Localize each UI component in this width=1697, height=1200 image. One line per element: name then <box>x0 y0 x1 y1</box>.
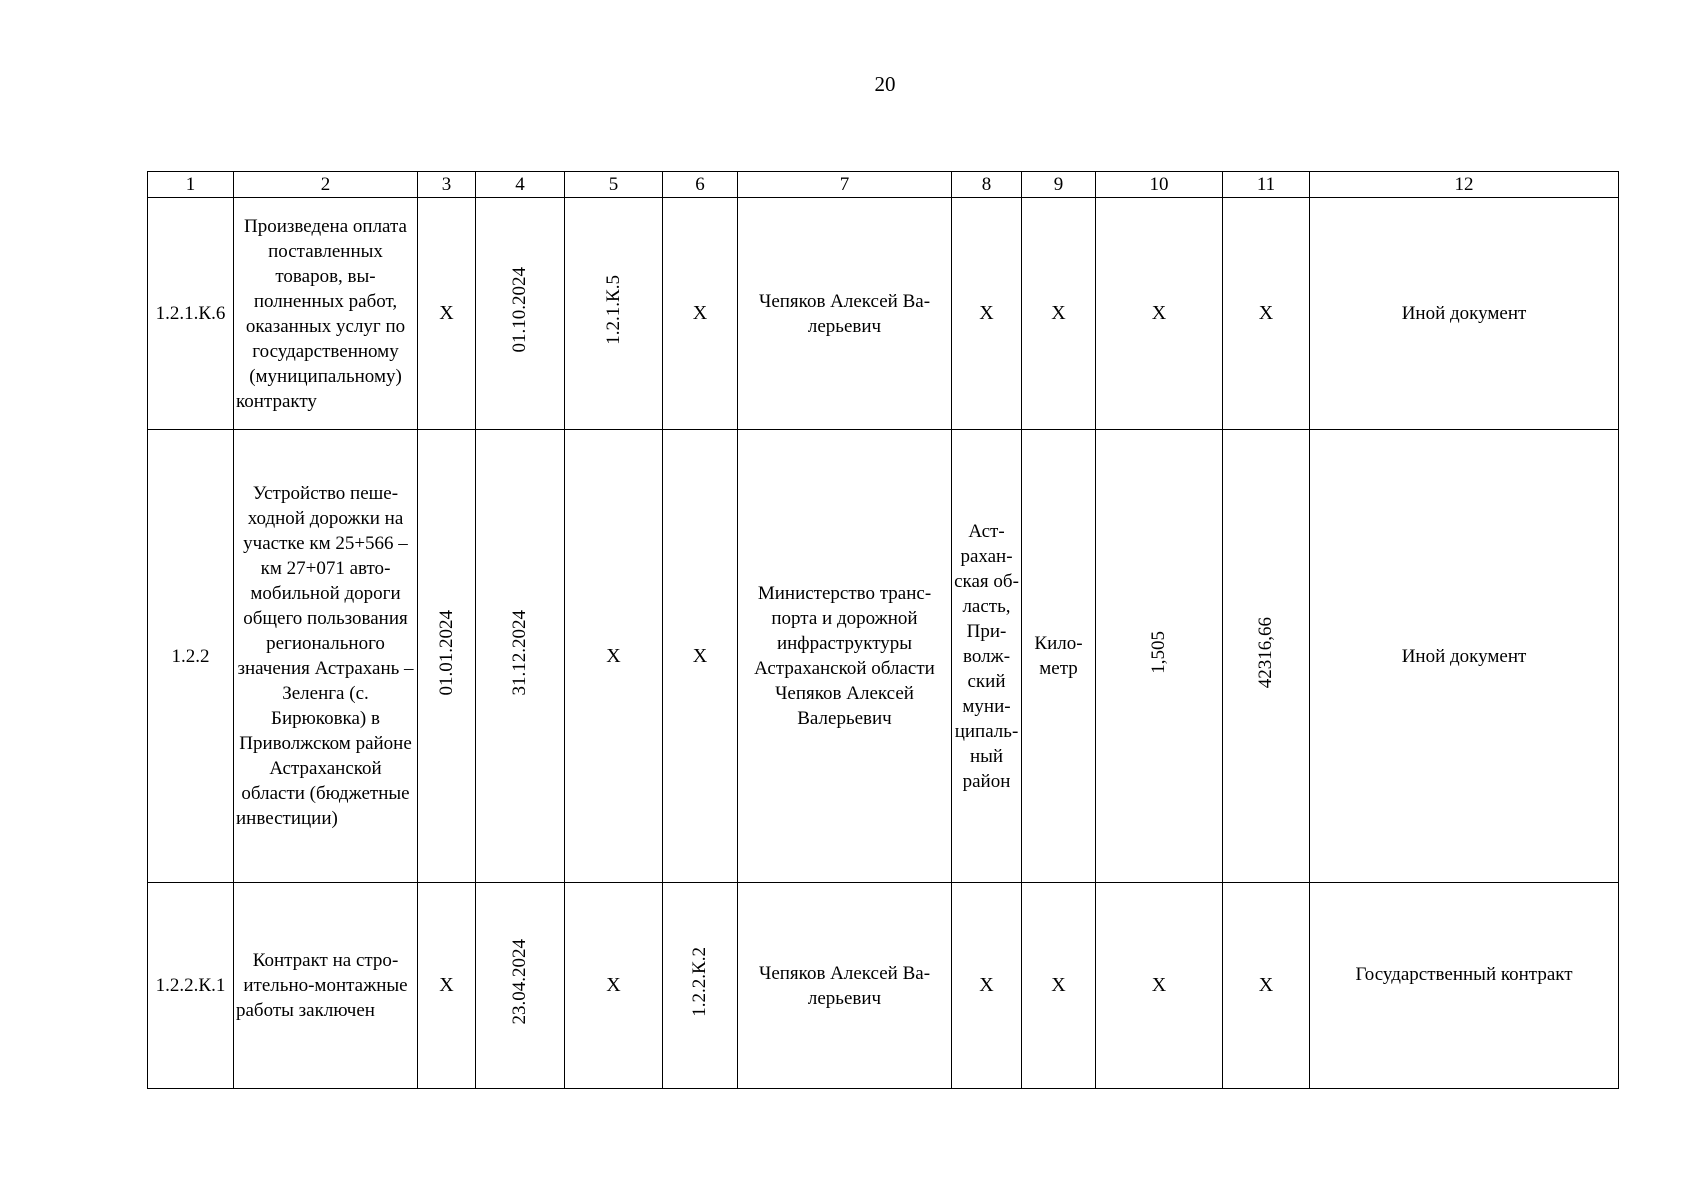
responsible: Чепяков Алексей Валерьевич <box>738 198 952 430</box>
header-cell: 7 <box>738 172 952 198</box>
unit: X <box>1022 883 1096 1089</box>
item-description: Контракт на строительно-монтажные работы заключен <box>234 883 418 1089</box>
end-date-text: 01.10.2024 <box>509 267 530 353</box>
start-date-text: 01.01.2024 <box>435 609 457 696</box>
header-cell: 10 <box>1096 172 1223 198</box>
location: X <box>952 883 1022 1089</box>
amount-text: 42316,66 <box>1255 616 1276 689</box>
unit: Километр <box>1022 430 1096 883</box>
start-date: X <box>418 883 476 1089</box>
item-description: Устройство пешеходной дорожки на участке км 25+566 – км 27+071 автомобильной дороги общего пользования регионального значения Астрахань – Зеленга (с. Бирюковка) в Приволжском районе Астраханской области (бюджетные инвестиции) <box>234 430 418 883</box>
predecessor: X <box>565 883 663 1089</box>
header-cell: 3 <box>418 172 476 198</box>
successor: X <box>663 198 738 430</box>
document-type: Иной документ <box>1310 198 1619 430</box>
header-cell: 12 <box>1310 172 1619 198</box>
end-date-text: 23.04.2024 <box>509 939 530 1025</box>
header-cell: 11 <box>1223 172 1310 198</box>
quantity-text: 1,505 <box>1148 631 1169 674</box>
end-date <box>476 883 565 1089</box>
page-number: 20 <box>874 72 896 96</box>
unit: X <box>1022 198 1096 430</box>
header-cell: 8 <box>952 172 1022 198</box>
item-description: Произведена оплата поставленных товаров, выполненных работ, оказанных услуг по государственному (муниципальному) контракту <box>234 198 418 430</box>
start-date <box>418 430 476 883</box>
quantity <box>1096 430 1223 883</box>
header-cell: 4 <box>476 172 565 198</box>
document-type: Иной документ <box>1310 430 1619 883</box>
header-cell: 5 <box>565 172 663 198</box>
header-cell: 1 <box>148 172 234 198</box>
item-code: 1.2.2.К.1 <box>148 883 234 1089</box>
predecessor <box>565 198 663 430</box>
schedule-table <box>147 171 1619 1089</box>
amount <box>1223 430 1310 883</box>
predecessor: X <box>565 430 663 883</box>
document-type: Государственный контракт <box>1310 883 1619 1089</box>
successor: X <box>663 430 738 883</box>
successor-text: 1.2.2.К.2 <box>689 947 710 1017</box>
end-date-text: 31.12.2024 <box>509 609 530 696</box>
start-date: X <box>418 198 476 430</box>
amount: X <box>1223 883 1310 1089</box>
location: Астраханская область, Приволжский муниципальный район <box>952 430 1022 883</box>
responsible: Министерство транспорта и дорожной инфраструктуры Астраханской области Чепяков Алексей Валерьевич <box>738 430 952 883</box>
table-row <box>148 198 1619 430</box>
item-code: 1.2.2 <box>148 430 234 883</box>
predecessor-text: 1.2.1.К.5 <box>602 275 624 345</box>
header-row <box>148 172 1619 198</box>
end-date <box>476 430 565 883</box>
quantity: X <box>1096 883 1223 1089</box>
amount: X <box>1223 198 1310 430</box>
header-cell: 2 <box>234 172 418 198</box>
location: X <box>952 198 1022 430</box>
responsible: Чепяков Алексей Валерьевич <box>738 883 952 1089</box>
item-code: 1.2.1.К.6 <box>148 198 234 430</box>
header-cell: 6 <box>663 172 738 198</box>
successor <box>663 883 738 1089</box>
table-row <box>148 430 1619 883</box>
quantity: X <box>1096 198 1223 430</box>
header-cell: 9 <box>1022 172 1096 198</box>
table-row <box>148 883 1619 1089</box>
end-date <box>476 198 565 430</box>
